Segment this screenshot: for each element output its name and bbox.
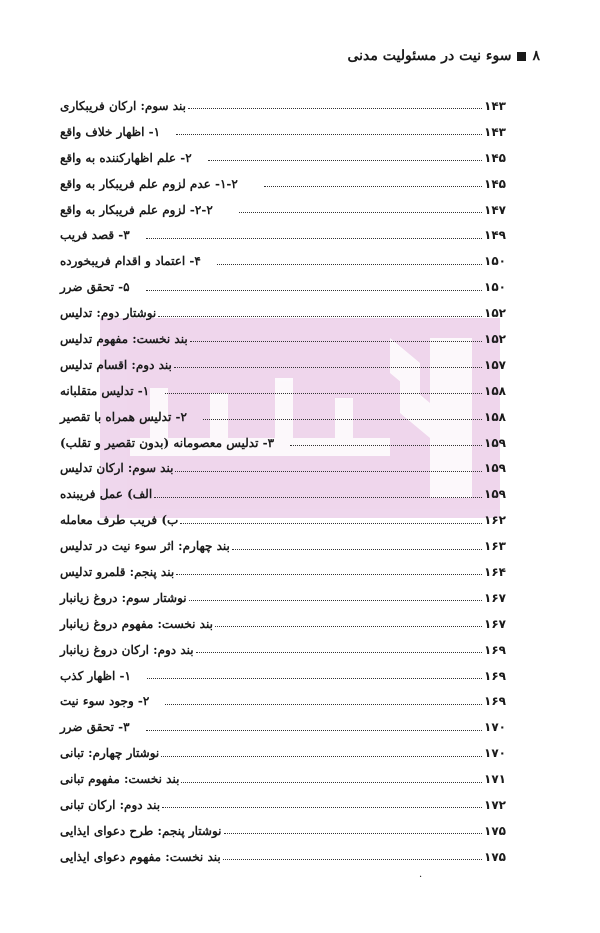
toc-entry: [58, 326, 510, 352]
toc-entry-page: ۱۵۷: [484, 357, 506, 372]
dot-leader: [203, 419, 482, 420]
toc-entry: [58, 714, 510, 740]
toc-entry-title: نوشتار سوم: دروغ زیانبار: [60, 590, 187, 605]
toc-entry-title: بند سوم: ارکان فریبکاری: [60, 98, 187, 113]
toc-entry: [58, 507, 510, 533]
toc-entry-title: بند نخست: مفهوم تدلیس: [60, 331, 188, 346]
toc-entry-title: نوشتار چهارم: تبانی: [60, 746, 160, 761]
toc-entry: [58, 430, 510, 456]
dot-leader: [181, 782, 482, 783]
toc-entry-page: ۱۶۹: [484, 642, 506, 657]
dot-leader: [158, 316, 482, 317]
toc-entry-page: ۱۵۸: [484, 383, 506, 398]
toc-entry-title: ۳- تحقق ضرر: [60, 720, 130, 735]
toc-entry: [58, 300, 510, 326]
toc-entry-title: ۳- تدلیس معصومانه (بدون تقصیر و تقلب): [60, 435, 275, 450]
toc-entry-title: ۱- اظهار خلاف واقع: [60, 124, 161, 139]
toc-entry: [58, 792, 510, 818]
toc-entry-page: ۱۷۰: [484, 746, 506, 761]
toc-entry-page: ۱۶۳: [484, 539, 506, 554]
toc-entry-page: ۱۷۱: [484, 772, 506, 787]
toc-entry-title: بند دوم: ارکان دروغ زیانبار: [60, 642, 194, 657]
dot-leader: [176, 134, 482, 135]
toc-entry: [58, 688, 510, 714]
dot-leader: [223, 859, 482, 860]
toc-entry: [58, 119, 510, 145]
toc-entry-page: ۱۴۵: [484, 150, 506, 165]
toc-entry-title: ۱- تدلیس متقلبانه: [60, 383, 150, 398]
toc-entry-page: ۱۴۹: [484, 228, 506, 243]
toc-entry-title: ۲-۲- لزوم علم فریبکار به واقع: [60, 202, 213, 217]
toc-entry-title: بند چهارم: اثر سوء نیت در تدلیس: [60, 539, 230, 554]
dot-leader: [188, 108, 482, 109]
toc-entry-page: ۱۶۹: [484, 694, 506, 709]
toc-entry-page: ۱۵۰: [484, 280, 506, 295]
toc-entry: [58, 533, 510, 559]
toc-entry: [58, 559, 510, 585]
dot-leader: [180, 523, 482, 524]
dot-leader: [162, 807, 482, 808]
dot-leader: [189, 600, 482, 601]
table-of-contents: [58, 93, 510, 870]
toc-entry-title: بند نخست: مفهوم دروغ زیانبار: [60, 616, 213, 631]
dot-leader: [165, 704, 482, 705]
toc-entry: [58, 171, 510, 197]
toc-entry: [58, 378, 510, 404]
toc-entry-page: ۱۶۷: [484, 616, 506, 631]
toc-entry-title: بند دوم: اقسام تدلیس: [60, 357, 172, 372]
toc-entry-page: ۱۵۸: [484, 409, 506, 424]
toc-entry-page: ۱۴۳: [484, 98, 506, 113]
toc-entry-title: ب) فریب طرف معامله: [60, 513, 179, 528]
dot-leader: [146, 730, 482, 731]
toc-entry-title: ۲- علم اظهارکننده به واقع: [60, 150, 192, 165]
dot-leader: [165, 393, 482, 394]
toc-entry: [58, 663, 510, 689]
toc-entry: [58, 145, 510, 171]
toc-entry-page: ۱۵۹: [484, 487, 506, 502]
toc-entry-page: ۱۷۰: [484, 720, 506, 735]
toc-entry: [58, 844, 510, 870]
running-header-title: سوء نیت در مسئولیت مدنی: [347, 48, 512, 64]
dot-leader: [217, 264, 482, 265]
toc-entry: [58, 740, 510, 766]
toc-entry-title: ۱- اظهار کذب: [60, 668, 131, 683]
dot-leader: [176, 574, 482, 575]
toc-entry-page: ۱۷۵: [484, 823, 506, 838]
dot-leader: [208, 160, 482, 161]
toc-entry-title: نوشتار دوم: تدلیس: [60, 306, 157, 321]
toc-entry-title: الف) عمل فریبنده: [60, 487, 153, 502]
dot-leader: [146, 290, 482, 291]
toc-entry: [58, 404, 510, 430]
dot-leader: [190, 341, 482, 342]
toc-entry-title: بند سوم: ارکان تدلیس: [60, 461, 174, 476]
toc-entry: [58, 766, 510, 792]
dot-leader: [215, 626, 482, 627]
dot-leader: [264, 186, 482, 187]
toc-entry-title: بند پنجم: قلمرو تدلیس: [60, 564, 175, 579]
toc-entry-title: ۳- قصد فریب: [60, 228, 130, 243]
toc-entry: [58, 818, 510, 844]
dot-leader: [290, 445, 482, 446]
toc-entry: [58, 637, 510, 663]
toc-entry: [58, 352, 510, 378]
toc-entry: [58, 611, 510, 637]
dot-leader: [147, 678, 482, 679]
toc-entry: [58, 248, 510, 274]
running-header: [60, 48, 540, 74]
toc-entry-page: ۱۶۴: [484, 564, 506, 579]
toc-entry-page: ۱۵۹: [484, 435, 506, 450]
toc-entry: [58, 197, 510, 223]
dot-leader: [224, 833, 483, 834]
toc-entry-page: ۱۴۷: [484, 202, 506, 217]
dot-leader: [146, 238, 482, 239]
page-mark: ·: [419, 872, 423, 883]
dot-leader: [196, 652, 482, 653]
toc-entry-title: بند نخست: مفهوم دعوای ایذایی: [60, 849, 221, 864]
dot-leader: [175, 471, 482, 472]
dot-leader: [161, 756, 482, 757]
toc-entry-title: ۲- وجود سوء نیت: [60, 694, 150, 709]
toc-entry: [58, 274, 510, 300]
toc-entry-page: ۱۵۲: [484, 331, 506, 346]
toc-entry-title: ۴- اعتماد و اقدام فریبخورده: [60, 254, 201, 269]
toc-entry-page: ۱۴۳: [484, 124, 506, 139]
page-number: ۸: [532, 48, 540, 64]
dot-leader: [174, 367, 482, 368]
dot-leader: [232, 549, 482, 550]
toc-entry-page: ۱۶۲: [484, 513, 506, 528]
toc-entry-title: بند دوم: ارکان تبانی: [60, 797, 161, 812]
toc-entry-page: ۱۵۰: [484, 254, 506, 269]
dot-leader: [239, 212, 482, 213]
toc-entry-page: ۱۴۵: [484, 176, 506, 191]
toc-entry-page: ۱۷۵: [484, 849, 506, 864]
toc-entry-page: ۱۵۲: [484, 306, 506, 321]
toc-entry: [58, 585, 510, 611]
toc-entry-title: ۲- تدلیس همراه با تقصیر: [60, 409, 187, 424]
toc-entry-page: ۱۷۲: [484, 797, 506, 812]
square-bullet-icon: [517, 52, 526, 61]
toc-entry-page: ۱۶۷: [484, 590, 506, 605]
toc-entry-page: ۱۶۹: [484, 668, 506, 683]
toc-entry: [58, 455, 510, 481]
toc-entry-title: بند نخست: مفهوم تبانی: [60, 772, 180, 787]
toc-entry: [58, 93, 510, 119]
dot-leader: [154, 497, 482, 498]
toc-entry: [58, 222, 510, 248]
toc-entry-title: نوشتار پنجم: طرح دعوای ایذایی: [60, 823, 222, 838]
toc-entry-page: ۱۵۹: [484, 461, 506, 476]
toc-entry-title: ۱-۲- عدم لزوم علم فریبکار به واقع: [60, 176, 238, 191]
toc-entry-title: ۵- تحقق ضرر: [60, 280, 130, 295]
toc-entry: [58, 481, 510, 507]
